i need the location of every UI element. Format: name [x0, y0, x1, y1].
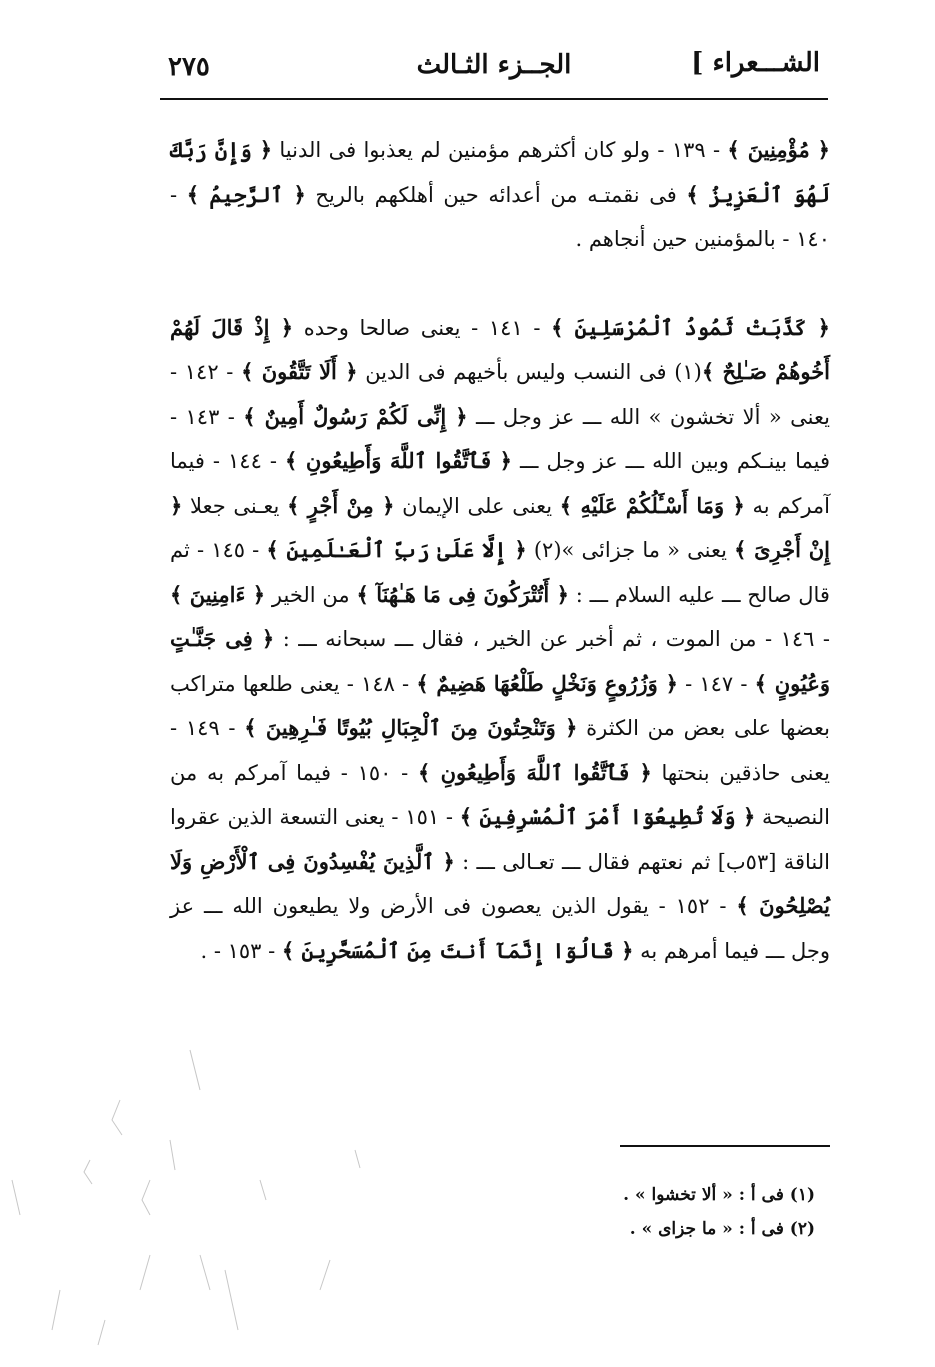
quran-verse: ﴿ قَالُوٓا إِنَّمَآ أَنتَ مِنَ ٱلْمُسَحَّرِينَ ﴾ [281, 937, 634, 963]
quran-verse: ﴿ ٱلَّذِينَ يُفْسِدُونَ فِى ٱلْأَرْضِ وَلَا يُصْلِحُونَ ﴾ [170, 848, 830, 918]
quran-verse: ﴿ إِنِّى لَكُمْ رَسُولٌ أَمِينٌ ﴾ [243, 403, 468, 429]
quran-verse: ﴿ وَلَا تُطِيعُوٓا أَمْرَ ٱلْمُسْرِفِينَ ﴾ [459, 804, 756, 829]
commentary-text: (١) فى النسب وليس بأخيهم فى الدين [357, 360, 702, 384]
quran-verse: ﴿ فِى جَنَّـٰتٍ وَعُيُونٍ ﴾ [170, 626, 830, 696]
quran-verse: ﴿ وَمَا أَسْـَٔلُكُمْ عَلَيْهِ ﴾ [559, 492, 745, 518]
footnotes [500, 1178, 815, 1246]
quran-verse: ﴿ مِنْ أَجْرٍ ﴾ [287, 492, 395, 518]
header-rule [160, 98, 828, 100]
quran-verse: ﴿ ٱلرَّحِيمُ ﴾ [186, 181, 306, 207]
page-number: ٢٧٥ [168, 52, 210, 82]
quran-verse: ﴿ فَٱتَّقُوا ٱللَّهَ وَأَطِيعُونِ ﴾ [284, 448, 512, 473]
commentary-text: - ١٤٨ - يعنى طلعها متراكب بعضها على بعض من الكثرة [170, 671, 830, 740]
quran-verse: ﴿ فَٱتَّقُوا ٱللَّهَ وَأَطِيعُونِ ﴾ [417, 759, 652, 785]
commentary-text: - ١٥٠ - فيما آمركم به من النصيحة [170, 760, 830, 829]
footnote-rule [620, 1145, 830, 1147]
quran-verse: ﴿ إِلَّا عَلَىٰ رَبِّ ٱلْعَـٰلَمِينَ ﴾ [266, 537, 527, 562]
page-header [160, 48, 828, 100]
commentary-text: - ١٤٣ - فيما بينـكم وبين الله ـــ عز وجل ـــ [170, 404, 830, 473]
commentary-text: - ١٤٩ - يعنى حاذقين بنحتها [170, 716, 830, 785]
quran-verse: ﴿ كَذَّبَتْ ثَمُودُ ٱلْمُرْسَلِينَ ﴾ [551, 314, 830, 340]
quran-verse: ﴿ ءَامِنِينَ ﴾ [170, 581, 266, 607]
commentary-text: - ١٤٧ - [677, 671, 755, 696]
paragraph-2 [170, 306, 830, 974]
quran-verse: ﴿ أَلَا تَتَّقُونَ ﴾ [241, 359, 358, 384]
quran-verse: ﴿ وَزُرُوعٍ وَنَخْلٍ طَلْعُهَا هَضِيمٌ ﴾ [416, 670, 678, 696]
quran-verse: ﴿ وَإِنَّ رَبَّكَ لَهُوَ ٱلْعَزِيزُ ﴾ [170, 137, 830, 207]
commentary-text: - ١٤٢ - يعنى « ألا تخشون » الله ـــ عز وجل ـــ [170, 360, 830, 429]
commentary-text: - ١٤٦ - من الموت ، ثم أخبر عن الخير ، فقال ـــ سبحانه ـــ : [274, 627, 830, 651]
commentary-text: - ١٥٣ - . [200, 938, 282, 963]
commentary-text: - ١٥١ - يعنى التسعة الذين عقروا الناقة [٥٣ب] ثم نعتهم فقال ـــ تعـالى ـــ : [170, 805, 830, 874]
paragraph-1 [170, 128, 830, 262]
commentary-text: يعنى « ما جزائى »(٢) [526, 538, 735, 562]
footnote-2: (٢) فى أ : « ما جزاى » . [629, 1219, 815, 1239]
footnote-1: (١) فى أ : « ألا تخشوا » . [623, 1185, 815, 1205]
commentary-text: - ١٤٥ - ثم قال صالح ـــ عليه السلام ـــ : [170, 538, 830, 607]
tafsir-text [170, 128, 830, 973]
commentary-text: - ١٣٩ - ولو كان أكثرهم مؤمنين لم يعذبوا فى الدنيا [272, 138, 728, 162]
commentary-text: - ١٤١ - يعنى صالحا وحده [293, 315, 552, 340]
quran-verse: ﴿ إِنْ أَجْرِىَ ﴾ [170, 492, 830, 562]
quran-verse: ﴿ مُؤْمِنِينَ ﴾ [727, 137, 830, 162]
commentary-text: يعـنى جعلا [182, 493, 288, 518]
quran-verse: ﴿ إِذْ قَالَ لَهُمْ أَخُوهُمْ صَـٰلِحٌ ﴾ [170, 314, 831, 384]
part-title: الجــزء الثـالث [416, 50, 572, 80]
surah-title: الشـــعراء ] [691, 48, 820, 78]
quran-verse: ﴿ وَتَنْحِتُونَ مِنَ ٱلْجِبَالِ بُيُوتًا فَـٰرِهِينَ ﴾ [244, 715, 578, 740]
commentary-text: يعنى على الإيمان [394, 493, 560, 518]
commentary-text: - ١٥٢ - يقول الذين يعصون فى الأرض ولا يطيعون الله ـــ عز وجل ـــ فيما أمرهم به [170, 894, 830, 963]
commentary-text: - ١٤٤ - فيما آمركم به [170, 449, 831, 518]
quran-verse: ﴿ أَتُتْرَكُونَ فِى مَا هَـٰهُنَآ ﴾ [356, 581, 569, 607]
commentary-text: من الخير [265, 582, 357, 607]
commentary-text: - ١٤٠ - بالمؤمنين حين أنجاهم . [170, 182, 830, 251]
commentary-text: فى نقمتـه من أعدائه حين أهلكهم بالريح [305, 182, 687, 207]
